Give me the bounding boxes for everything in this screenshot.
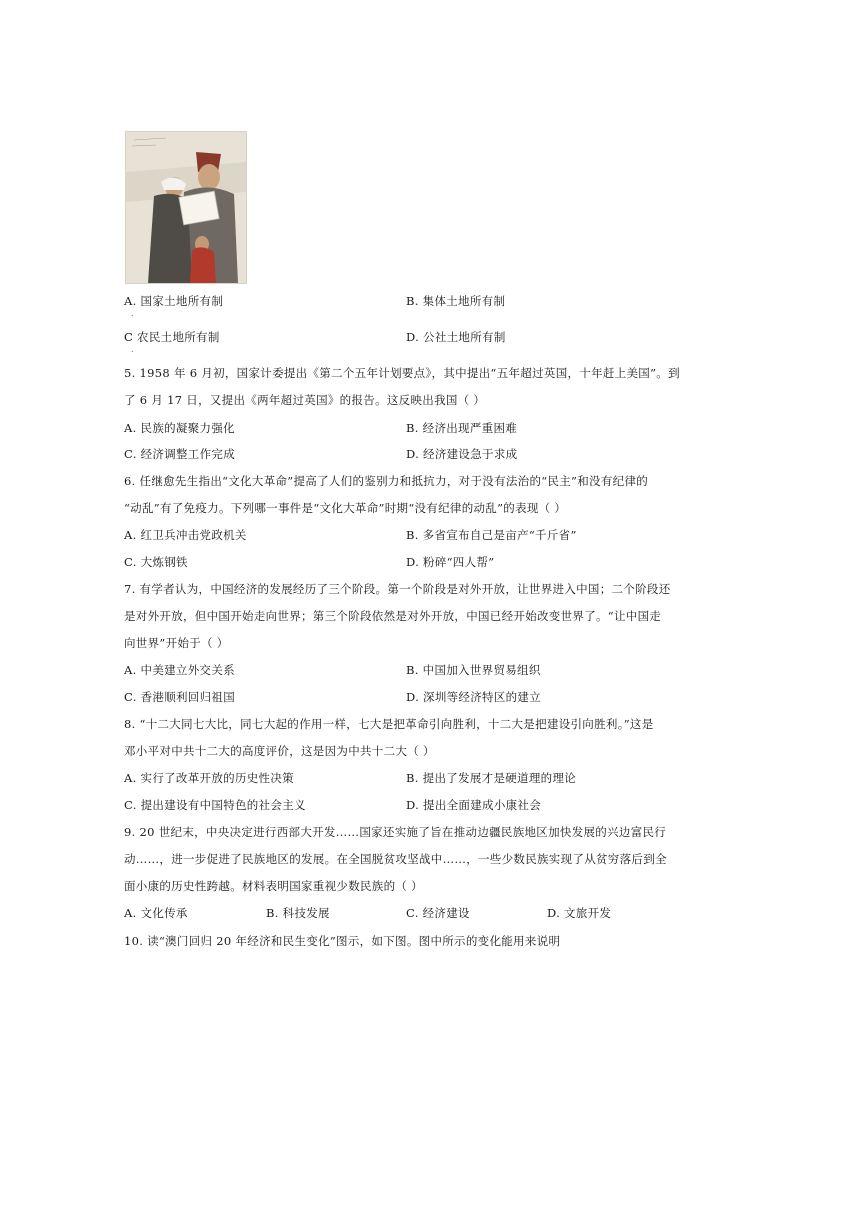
option-c: C 农民土地所有制 [124, 330, 220, 344]
q7-option-a: A. 中美建立外交关系 [124, 663, 235, 677]
illustration-image [125, 131, 247, 284]
question-9-line-1: 9. 20 世纪末，中央决定进行西部大开发……国家还实施了旨在推动边疆民族地区加快发展的兴边富民行 [124, 825, 667, 839]
q9-option-d: D. 文旅开发 [547, 906, 612, 920]
q6-option-d: D. 粉碎“四人帮” [406, 555, 495, 569]
question-10-line-1: 10. 读“澳门回归 20 年经济和民生变化”图示，如下图。图中所示的变化能用来说明 [124, 934, 561, 948]
q7-option-c: C. 香港顺利回归祖国 [124, 690, 235, 704]
q6-option-b: B. 多省宣布自己是亩产“千斤省” [406, 528, 577, 542]
q7-option-d: D. 深圳等经济特区的建立 [406, 690, 542, 704]
q5-option-a: A. 民族的凝聚力强化 [124, 421, 235, 435]
q8-option-a: A. 实行了改革开放的历史性决策 [124, 771, 294, 785]
option-b: B. 集体土地所有制 [406, 294, 506, 308]
question-7-line-3: 向世界”开始于（ ） [124, 636, 229, 650]
question-7-line-2: 是对外开放，但中国开始走向世界；第三个阶段依然是对外开放，中国已经开始改变世界了。“让中国走 [124, 609, 662, 623]
q5-option-d: D. 经济建设急于求成 [406, 447, 518, 461]
option-a: A. 国家土地所有制 [124, 294, 224, 308]
q5-option-c: C. 经济调整工作完成 [124, 447, 235, 461]
q9-option-c: C. 经济建设 [406, 906, 470, 920]
q8-option-b: B. 提出了发展才是硬道理的理论 [406, 771, 577, 785]
question-6-line-2: “动乱”有了免疫力。下列哪一事件是“文化大革命”时期“没有纪律的动乱”的表现（ ） [124, 501, 567, 515]
q9-option-a: A. 文化传承 [124, 906, 188, 920]
question-5-line-2: 了 6 月 17 日，又提出《两年超过英国》的报告。这反映出我国（ ） [124, 393, 486, 407]
mark-dot: . [131, 309, 134, 318]
q6-option-a: A. 红卫兵冲击党政机关 [124, 528, 247, 542]
question-9-line-3: 面小康的历史性跨越。材料表明国家重视少数民族的（ ） [124, 879, 423, 893]
question-8-line-1: 8. “十二大同七大比，同七大起的作用一样，七大是把革命引向胜利，十二大是把建设引向胜利。”这是 [124, 717, 654, 731]
option-d: D. 公社土地所有制 [406, 330, 506, 344]
question-6-line-1: 6. 任继愈先生指出“文化大革命”提高了人们的鉴别力和抵抗力，对于没有法治的“民主”和没有纪律的 [124, 474, 649, 488]
q5-option-b: B. 经济出现严重困难 [406, 421, 518, 435]
illustration-drawing [126, 132, 246, 283]
question-8-line-2: 邓小平对中共十二大的高度评价，这是因为中共十二大（ ） [124, 744, 435, 758]
question-5-line-1: 5. 1958 年 6 月初，国家计委提出《第二个五年计划要点》，其中提出“五年超过英国，十年赶上美国”。到 [124, 366, 680, 380]
mark-dot: . [131, 345, 134, 354]
q8-option-c: C. 提出建设有中国特色的社会主义 [124, 798, 306, 812]
question-9-line-2: 动……，进一步促进了民族地区的发展。在全国脱贫攻坚战中……，一些少数民族实现了从贫穷落后到全 [124, 852, 667, 866]
q8-option-d: D. 提出全面建成小康社会 [406, 798, 542, 812]
q6-option-c: C. 大炼钢铁 [124, 555, 188, 569]
q7-option-b: B. 中国加入世界贸易组织 [406, 663, 541, 677]
q9-option-b: B. 科技发展 [266, 906, 330, 920]
question-7-line-1: 7. 有学者认为，中国经济的发展经历了三个阶段。第一个阶段是对外开放，让世界进入中国；二个阶段还 [124, 582, 671, 596]
